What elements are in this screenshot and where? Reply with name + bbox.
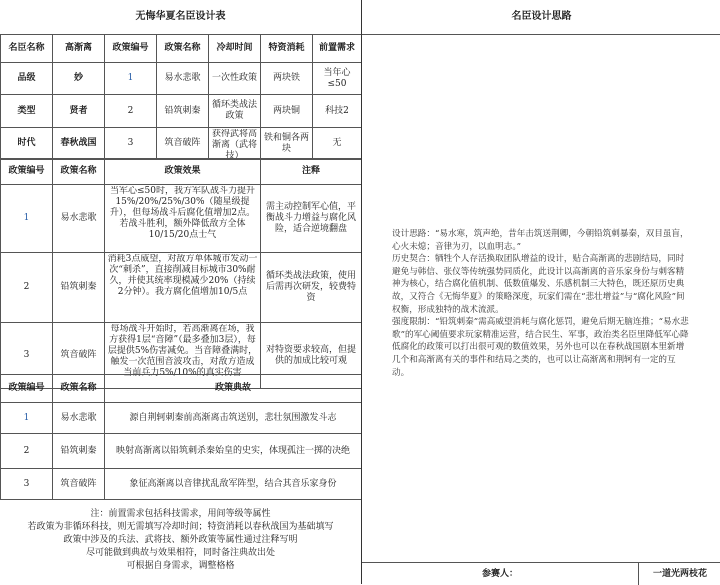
info-table [0, 34, 362, 160]
policy-num: 3 [105, 128, 157, 160]
policy-name: 铅筑刺秦 [157, 95, 209, 128]
footnote: 注：前置需求包括科技需求，用间等级等属性 若政策为非循环科技，则无需填写冷却时间；特资消耗以春秋战国为基础填写 政策中涉及的兵法、武将技、额外政策等属性通过注释写明 尽可能做到典故与效果相符，同时备注典故出处 可根据自身需求，调整格格 [27, 509, 334, 571]
policy-name: 铅筑刺秦 [53, 253, 105, 323]
policy-num: 1 [1, 185, 53, 253]
header-cell: 特资消耗 [261, 35, 313, 63]
header-cell: 高渐离 [53, 35, 105, 63]
header-cell: 政策名称 [157, 35, 209, 63]
cost: 铁和铜各两块 [261, 128, 313, 160]
contestant-strip [362, 562, 720, 585]
row-label: 时代 [1, 128, 53, 160]
header-cell: 冷却时间 [209, 35, 261, 63]
policy-note: 需主动控制军心值，平衡战斗力增益与腐化风险，适合逆境翻盘 [261, 185, 362, 253]
policy-name: 筑音破阵 [157, 128, 209, 160]
source-num: 1 [1, 403, 53, 434]
policy-num: 2 [105, 95, 157, 128]
policy-note: 对特资要求较高，但提供的加成比较可观 [261, 323, 362, 389]
policy-name: 易水悲歌 [157, 63, 209, 95]
header-cell: 注释 [261, 159, 362, 185]
policy-effect-text: 当军心≤50时，我方军队战斗力提升15%/20%/25%/30%（随星级提升），但每场战斗后腐化值增加2点。若战斗胜利，额外降低敌方全体10/15/20点士气 [109, 185, 256, 240]
info-row [1, 63, 362, 95]
policy-num: 2 [1, 253, 53, 323]
cooldown: 循环类战法政策 [209, 95, 261, 128]
policy-effect [105, 185, 261, 253]
source-text: 源自荆轲刺秦前高渐离击筑送别，悲壮氛围激发斗志 [105, 403, 362, 434]
cooldown-text: 获得武将高渐离（武将技） [211, 128, 257, 159]
policy-effect-text: 每场战斗开始时，若高渐离在场，我方获得1层“音障”（最多叠加3层），每层提供5%伤害减免。当音障叠满时，触发一次范围音波攻击，对敌方造成当前兵力5%/10%的真实伤害 [107, 323, 258, 378]
header-cell: 政策名称 [53, 159, 105, 185]
design-thoughts-text: 设计思路：“易水寒，筑声绝，昔年击筑送荆卿，今朝铅筑刺暴秦，双目虽盲，心火未熄；音律为刃，以血明志。” 历史契合：牺牲个人存活换取团队增益的设计，贴合高渐离的悲剧结局，同时避免与韩信、张仪等传统强势同质化，此设计以高渐离的音乐家身份与刺客精神为核心，结合腐化值机制、低数值爆发、乐感机制三大特色，既还原历史典故，又符合《无悔华夏》的策略深度，玩家们需在“悲壮增益”与“腐化风险”间权衡，形成独特的战术流派。 强度限制：“铅筑刺秦”需高威望消耗与腐化惩罚，避免后期无脑连推；“易水悲歌”的军心阈值要求玩家精准运营，结合民生、军事，政治类名臣里降低军心降低腐化的政策可以打出很可观的数值效果，另外也可以在春秋战国剧本里新增几个和高渐离有关的事件和结局之类的，也可以让高渐离和荆轲有一定的互动。 [392, 229, 689, 378]
source-row [1, 403, 362, 434]
policy-name: 易水悲歌 [53, 185, 105, 253]
cooldown: 一次性政策 [209, 63, 261, 95]
requirement: 无 [313, 128, 362, 160]
source-name: 易水悲歌 [53, 403, 105, 434]
source-table [0, 374, 362, 500]
policy-num: 1 [105, 63, 157, 95]
design-thoughts-panel [361, 0, 720, 584]
source-num: 3 [1, 469, 53, 500]
policy-note: 循环类战法政策，使用后需再次研发，较费特资 [261, 253, 362, 323]
row-label: 品级 [1, 63, 53, 95]
row-label: 类型 [1, 95, 53, 128]
cooldown [209, 128, 261, 160]
header-cell: 政策编号 [1, 375, 53, 403]
source-text: 象征高渐离以音律扰乱敌军阵型，结合其音乐家身份 [105, 469, 362, 500]
policy-header-row [1, 159, 362, 185]
row-value: 春秋战国 [53, 128, 105, 160]
contestant-name: 一道光两枝花 [652, 569, 707, 579]
info-row [1, 95, 362, 128]
info-row [1, 128, 362, 160]
cost: 两块铜 [261, 95, 313, 128]
info-header-row [1, 35, 362, 63]
policy-name: 筑音破阵 [53, 323, 105, 389]
header-cell: 政策编号 [105, 35, 157, 63]
header-cell: 政策典故 [105, 375, 362, 403]
contestant-label: 参赛人： [362, 563, 639, 585]
source-row [1, 434, 362, 469]
source-text: 映射高渐离以铅筑刺杀秦始皇的史实，体现孤注一掷的决绝 [105, 434, 362, 469]
policy-row [1, 185, 362, 253]
row-value: 妙 [53, 63, 105, 95]
header-cell: 名臣名称 [1, 35, 53, 63]
doc-title: 无悔华夏名臣设计表 [0, 0, 361, 35]
policy-num: 3 [1, 323, 53, 389]
source-num: 2 [1, 434, 53, 469]
right-title: 名臣设计思路 [362, 0, 720, 35]
requirement: 当年心≤50 [313, 63, 362, 95]
source-name: 铅筑刺秦 [53, 434, 105, 469]
row-value: 贤者 [53, 95, 105, 128]
requirement: 科技2 [313, 95, 362, 128]
cost: 两块铁 [261, 63, 313, 95]
source-row [1, 469, 362, 500]
header-cell: 前置需求 [313, 35, 362, 63]
policy-row [1, 253, 362, 323]
policy-effect [105, 253, 261, 323]
source-header-row [1, 375, 362, 403]
header-cell: 政策名称 [53, 375, 105, 403]
policy-table [0, 158, 362, 389]
header-cell: 政策效果 [105, 159, 261, 185]
source-name: 筑音破阵 [53, 469, 105, 500]
header-cell: 政策编号 [1, 159, 53, 185]
policy-effect-text: 消耗3点威望，对敌方单体城市发动一次“刺杀”，直接削减目标城市30%耐久，并使其统率现模减少20%（持续2分钟）。我方腐化值增加10/5点 [107, 253, 258, 297]
